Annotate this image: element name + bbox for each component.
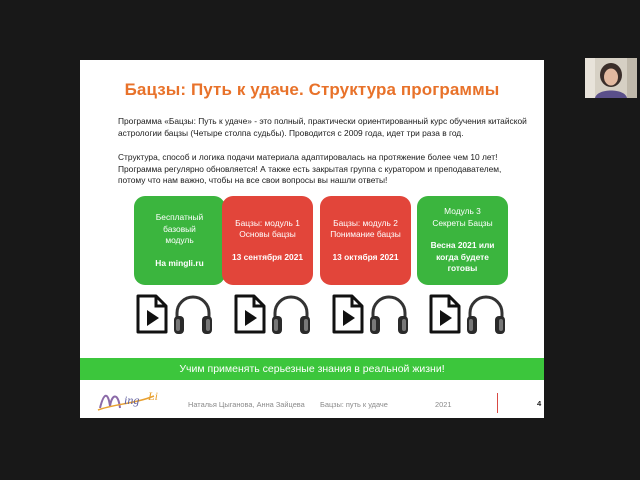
module-card-2 [320,196,411,285]
headphones-icon [368,292,410,336]
module-card-free [134,196,225,285]
module-title: Бацзы: модуль 1 Основы бацзы [235,217,300,240]
video-file-icon [429,294,461,334]
page-number: 4 [537,399,542,408]
module-title: Бесплатный базовый модуль [155,212,204,245]
footer-year: 2021 [435,400,452,409]
course-structure-text: Структура, способ и логика подачи материала адаптировалась на протяжение более чем 10 лет! Программа регулярно обновляется! А также есть закрытая группа с куратором и преподавателем, потому что нам важно, чтобы на все свои вопросы вы нашли ответы! [118,152,502,185]
module-card-1 [222,196,313,285]
headphones-icon [465,292,507,336]
presenter-avatar [585,58,637,98]
headphones-icon [172,292,214,336]
headphones-icon [270,292,312,336]
media-icons-module-2 [332,292,410,336]
footer-divider [497,393,498,413]
svg-text:Li: Li [148,389,159,403]
mingli-logo [94,386,164,414]
module-card-3 [417,196,508,285]
media-icons-free [136,292,214,336]
module-date: Весна 2021 или когда будете готовы [430,240,495,274]
module-date: На mingli.ru [155,257,204,268]
media-icons-module-3 [429,292,507,336]
module-title: Модуль 3 Секреты Бацзы [432,206,493,228]
presentation-slide [80,60,544,418]
footer-course-name: Бацзы: путь к удаче [320,400,388,409]
video-file-icon [332,294,364,334]
webcam-video-thumbnail[interactable] [585,58,637,98]
module-title: Бацзы: модуль 2 Понимание бацзы [330,217,401,240]
video-file-icon [234,294,266,334]
media-icons-module-1 [234,292,312,336]
slide-title: Бацзы: Путь к удаче. Структура программы [124,80,500,99]
module-date: 13 сентября 2021 [231,251,304,262]
module-date: 13 октября 2021 [332,251,399,262]
svg-text:ing: ing [124,393,140,407]
footer-authors: Наталья Цыганова, Анна Зайцева [188,400,305,409]
slogan-banner: Учим применять серьезные знания в реальной жизни! [80,358,544,380]
course-description: Программа «Бацзы: Путь к удаче» - это полный, практически ориентированный курс обучения китайской астрологии бацзы (Четыре столпа судьбы). Проводится с 2009 года, идет три раза в год. [118,116,527,138]
video-file-icon [136,294,168,334]
